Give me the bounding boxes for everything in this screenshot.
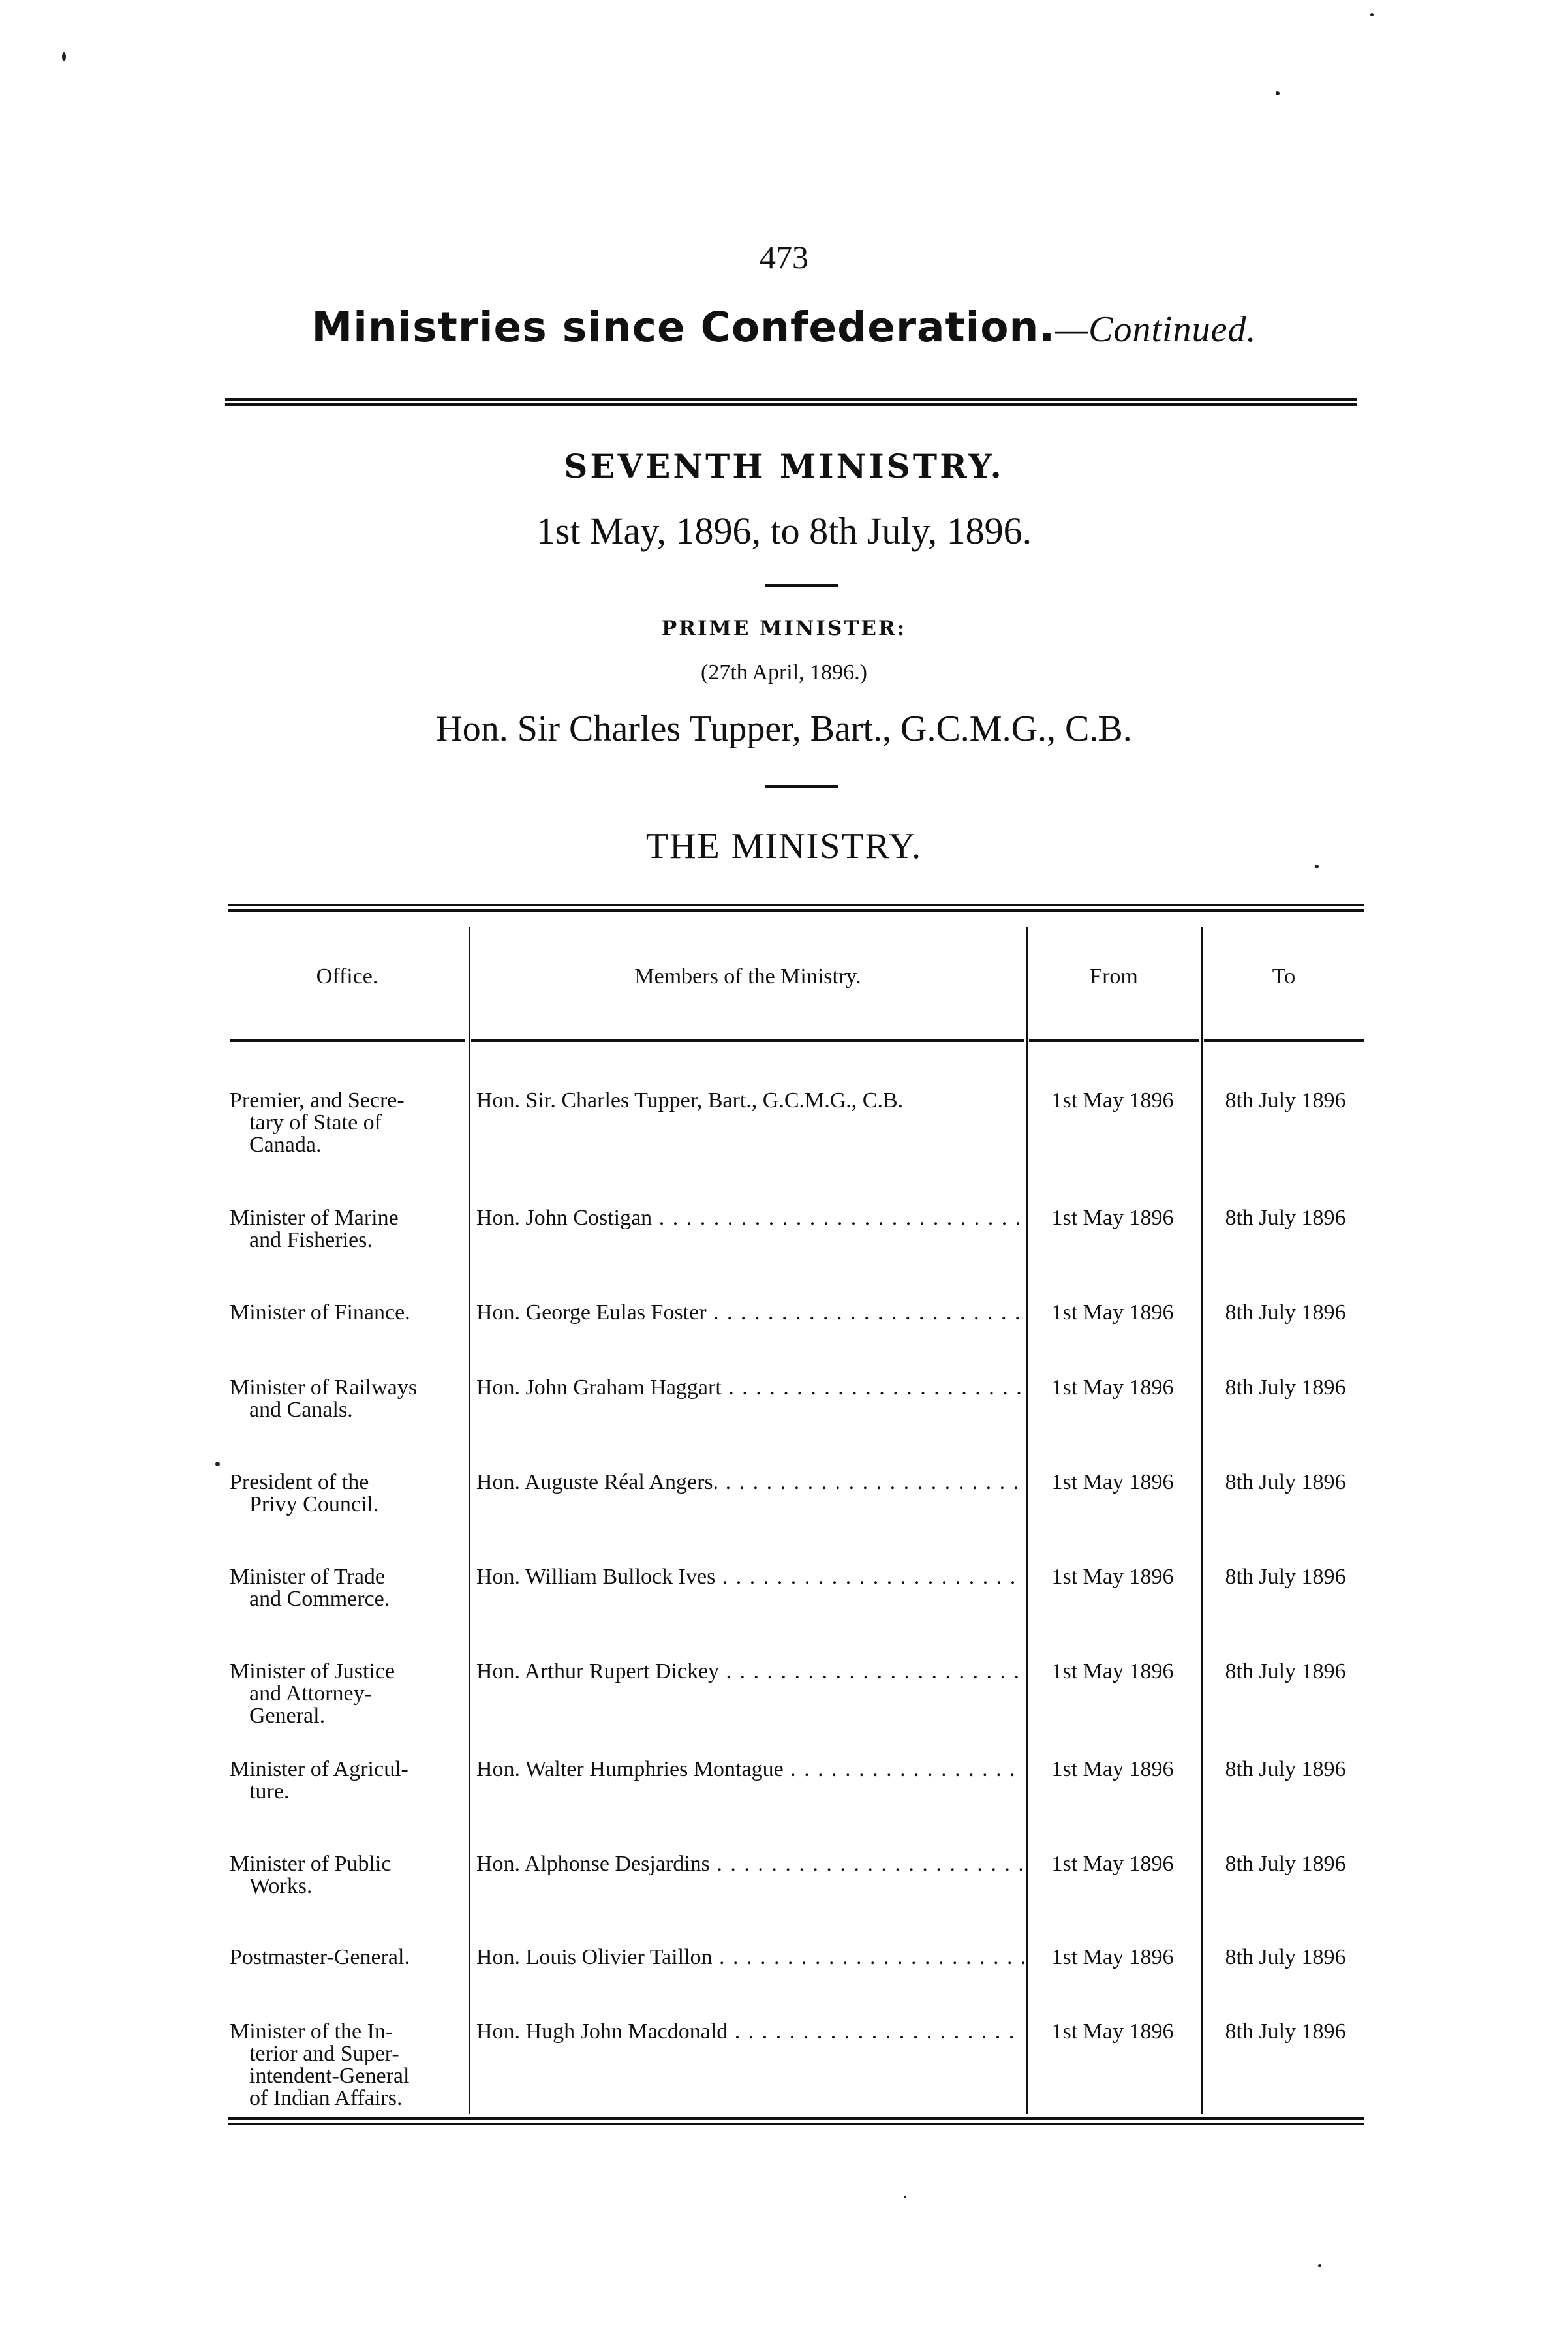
member-cell: Hon. John Graham Haggart . . . bbox=[476, 1377, 1024, 1399]
scan-speck bbox=[62, 52, 66, 61]
to-cell: 8th July 1896 bbox=[1225, 1375, 1346, 1400]
from-cell: 1st May 1896 bbox=[1051, 1088, 1174, 1113]
office-line: intendent-General bbox=[249, 2064, 410, 2088]
to-cell: 8th July 1896 bbox=[1225, 1565, 1346, 1589]
scan-speck bbox=[1276, 91, 1280, 95]
office-line: and Fisheries. bbox=[249, 1228, 373, 1252]
office-line: Postmaster-General. bbox=[230, 1945, 410, 1969]
to-cell: 8th July 1896 bbox=[1225, 1300, 1346, 1325]
section-divider bbox=[765, 785, 838, 788]
header-rule bbox=[471, 1039, 1024, 1042]
member-cell: Hon. Arthur Rupert Dickey . . . bbox=[476, 1661, 1024, 1683]
ministry-heading: SEVENTH MINISTRY. bbox=[564, 447, 1004, 485]
table-bottom-rule bbox=[228, 2117, 1364, 2125]
scan-speck bbox=[1318, 2264, 1321, 2267]
office-line: and Attorney- bbox=[249, 1681, 372, 1706]
office-line: Minister of Justice bbox=[230, 1659, 395, 1683]
office-line: of Indian Affairs. bbox=[249, 2086, 403, 2110]
column-divider bbox=[1201, 927, 1203, 2114]
from-cell: 1st May 1896 bbox=[1051, 1945, 1174, 1969]
scan-speck bbox=[1370, 13, 1374, 16]
table-top-rule bbox=[228, 904, 1364, 912]
scan-speck bbox=[904, 2196, 906, 2198]
header-rule bbox=[1204, 1039, 1364, 1042]
office-line: Minister of Finance. bbox=[230, 1300, 410, 1325]
office-line: Minister of Marine bbox=[230, 1206, 399, 1230]
office-cell bbox=[230, 1758, 458, 1803]
header-rule bbox=[1029, 1039, 1199, 1042]
office-cell bbox=[230, 1946, 458, 1969]
title-text: Ministries since Confederation. bbox=[311, 303, 1056, 351]
section-divider bbox=[765, 584, 838, 587]
member-cell: Hon. Sir. Charles Tupper, Bart., G.C.M.G., C.B. bbox=[476, 1090, 904, 1112]
office-line: Privy Council. bbox=[249, 1492, 379, 1516]
member-cell: Hon. George Eulas Foster . . . bbox=[476, 1302, 1024, 1324]
to-cell: 8th July 1896 bbox=[1225, 1852, 1346, 1876]
from-cell: 1st May 1896 bbox=[1051, 1757, 1174, 1781]
from-cell: 1st May 1896 bbox=[1051, 1565, 1174, 1589]
from-cell: 1st May 1896 bbox=[1051, 1852, 1174, 1876]
office-line: Premier, and Secre- bbox=[230, 1088, 405, 1113]
page-title bbox=[0, 303, 1568, 351]
member-cell: Hon. Hugh John Macdonald . . . bbox=[476, 2021, 1024, 2043]
office-line: Minister of Railways bbox=[230, 1375, 418, 1400]
office-line: General. bbox=[249, 1704, 326, 1728]
office-line: Works. bbox=[249, 1874, 313, 1898]
column-divider bbox=[469, 927, 470, 2114]
to-cell: 8th July 1896 bbox=[1225, 1757, 1346, 1781]
member-cell: Hon. Auguste Réal Angers. . . . bbox=[476, 1471, 1024, 1494]
office-cell bbox=[230, 1566, 458, 1610]
office-line: terior and Super- bbox=[249, 2042, 399, 2066]
office-line: Minister of Agricul- bbox=[230, 1757, 408, 1781]
office-line: Minister of Public bbox=[230, 1852, 392, 1876]
from-cell: 1st May 1896 bbox=[1051, 1206, 1174, 1230]
office-cell bbox=[230, 1302, 458, 1324]
office-cell bbox=[230, 1377, 458, 1421]
title-continued: —Continued. bbox=[1055, 309, 1257, 350]
prime-minister-date: (27th April, 1896.) bbox=[701, 660, 867, 684]
office-line: Minister of Trade bbox=[230, 1565, 385, 1589]
member-cell: Hon. John Costigan . . . bbox=[476, 1207, 1024, 1229]
member-cell: Hon. Walter Humphries Montague . . . bbox=[476, 1758, 1024, 1781]
member-cell: Hon. Alphonse Desjardins . . . bbox=[476, 1853, 1024, 1875]
member-cell: Hon. William Bullock Ives . . . bbox=[476, 1566, 1024, 1588]
to-cell: 8th July 1896 bbox=[1225, 2019, 1346, 2044]
to-cell: 8th July 1896 bbox=[1225, 1659, 1346, 1683]
office-cell bbox=[230, 1207, 458, 1251]
column-header-to: To bbox=[1272, 964, 1296, 989]
office-cell bbox=[230, 1471, 458, 1516]
to-cell: 8th July 1896 bbox=[1225, 1470, 1346, 1494]
office-cell bbox=[230, 1090, 458, 1156]
scan-speck bbox=[215, 1462, 220, 1466]
prime-minister-label: PRIME MINISTER: bbox=[661, 617, 907, 640]
office-line: Canada. bbox=[249, 1133, 322, 1157]
from-cell: 1st May 1896 bbox=[1051, 1300, 1174, 1325]
office-line: and Canals. bbox=[249, 1398, 353, 1422]
member-cell: Hon. Louis Olivier Taillon . . . bbox=[476, 1946, 1024, 1969]
to-cell: 8th July 1896 bbox=[1225, 1945, 1346, 1969]
from-cell: 1st May 1896 bbox=[1051, 1659, 1174, 1683]
prime-minister-name: Hon. Sir Charles Tupper, Bart., G.C.M.G., C.B. bbox=[436, 709, 1132, 749]
column-header-members: Members of the Ministry. bbox=[634, 964, 861, 989]
title-divider bbox=[225, 398, 1357, 406]
from-cell: 1st May 1896 bbox=[1051, 1375, 1174, 1400]
column-divider bbox=[1026, 927, 1028, 2114]
office-line: ture. bbox=[249, 1779, 290, 1804]
to-cell: 8th July 1896 bbox=[1225, 1206, 1346, 1230]
from-cell: 1st May 1896 bbox=[1051, 1470, 1174, 1494]
from-cell: 1st May 1896 bbox=[1051, 2019, 1174, 2044]
office-cell bbox=[230, 1853, 458, 1897]
scan-speck bbox=[1315, 865, 1319, 868]
page-number: 473 bbox=[760, 239, 808, 275]
office-line: President of the bbox=[230, 1470, 369, 1494]
column-header-office: Office. bbox=[316, 964, 378, 989]
office-line: tary of State of bbox=[249, 1111, 382, 1135]
ministry-subheading: THE MINISTRY. bbox=[645, 826, 923, 867]
office-cell bbox=[230, 2021, 458, 2110]
office-line: Minister of the In- bbox=[230, 2019, 393, 2044]
column-header-from: From bbox=[1090, 964, 1138, 989]
to-cell: 8th July 1896 bbox=[1225, 1088, 1346, 1113]
office-cell bbox=[230, 1661, 458, 1727]
office-line: and Commerce. bbox=[249, 1587, 390, 1611]
ministry-dates: 1st May, 1896, to 8th July, 1896. bbox=[536, 510, 1032, 552]
header-rule bbox=[230, 1039, 465, 1042]
